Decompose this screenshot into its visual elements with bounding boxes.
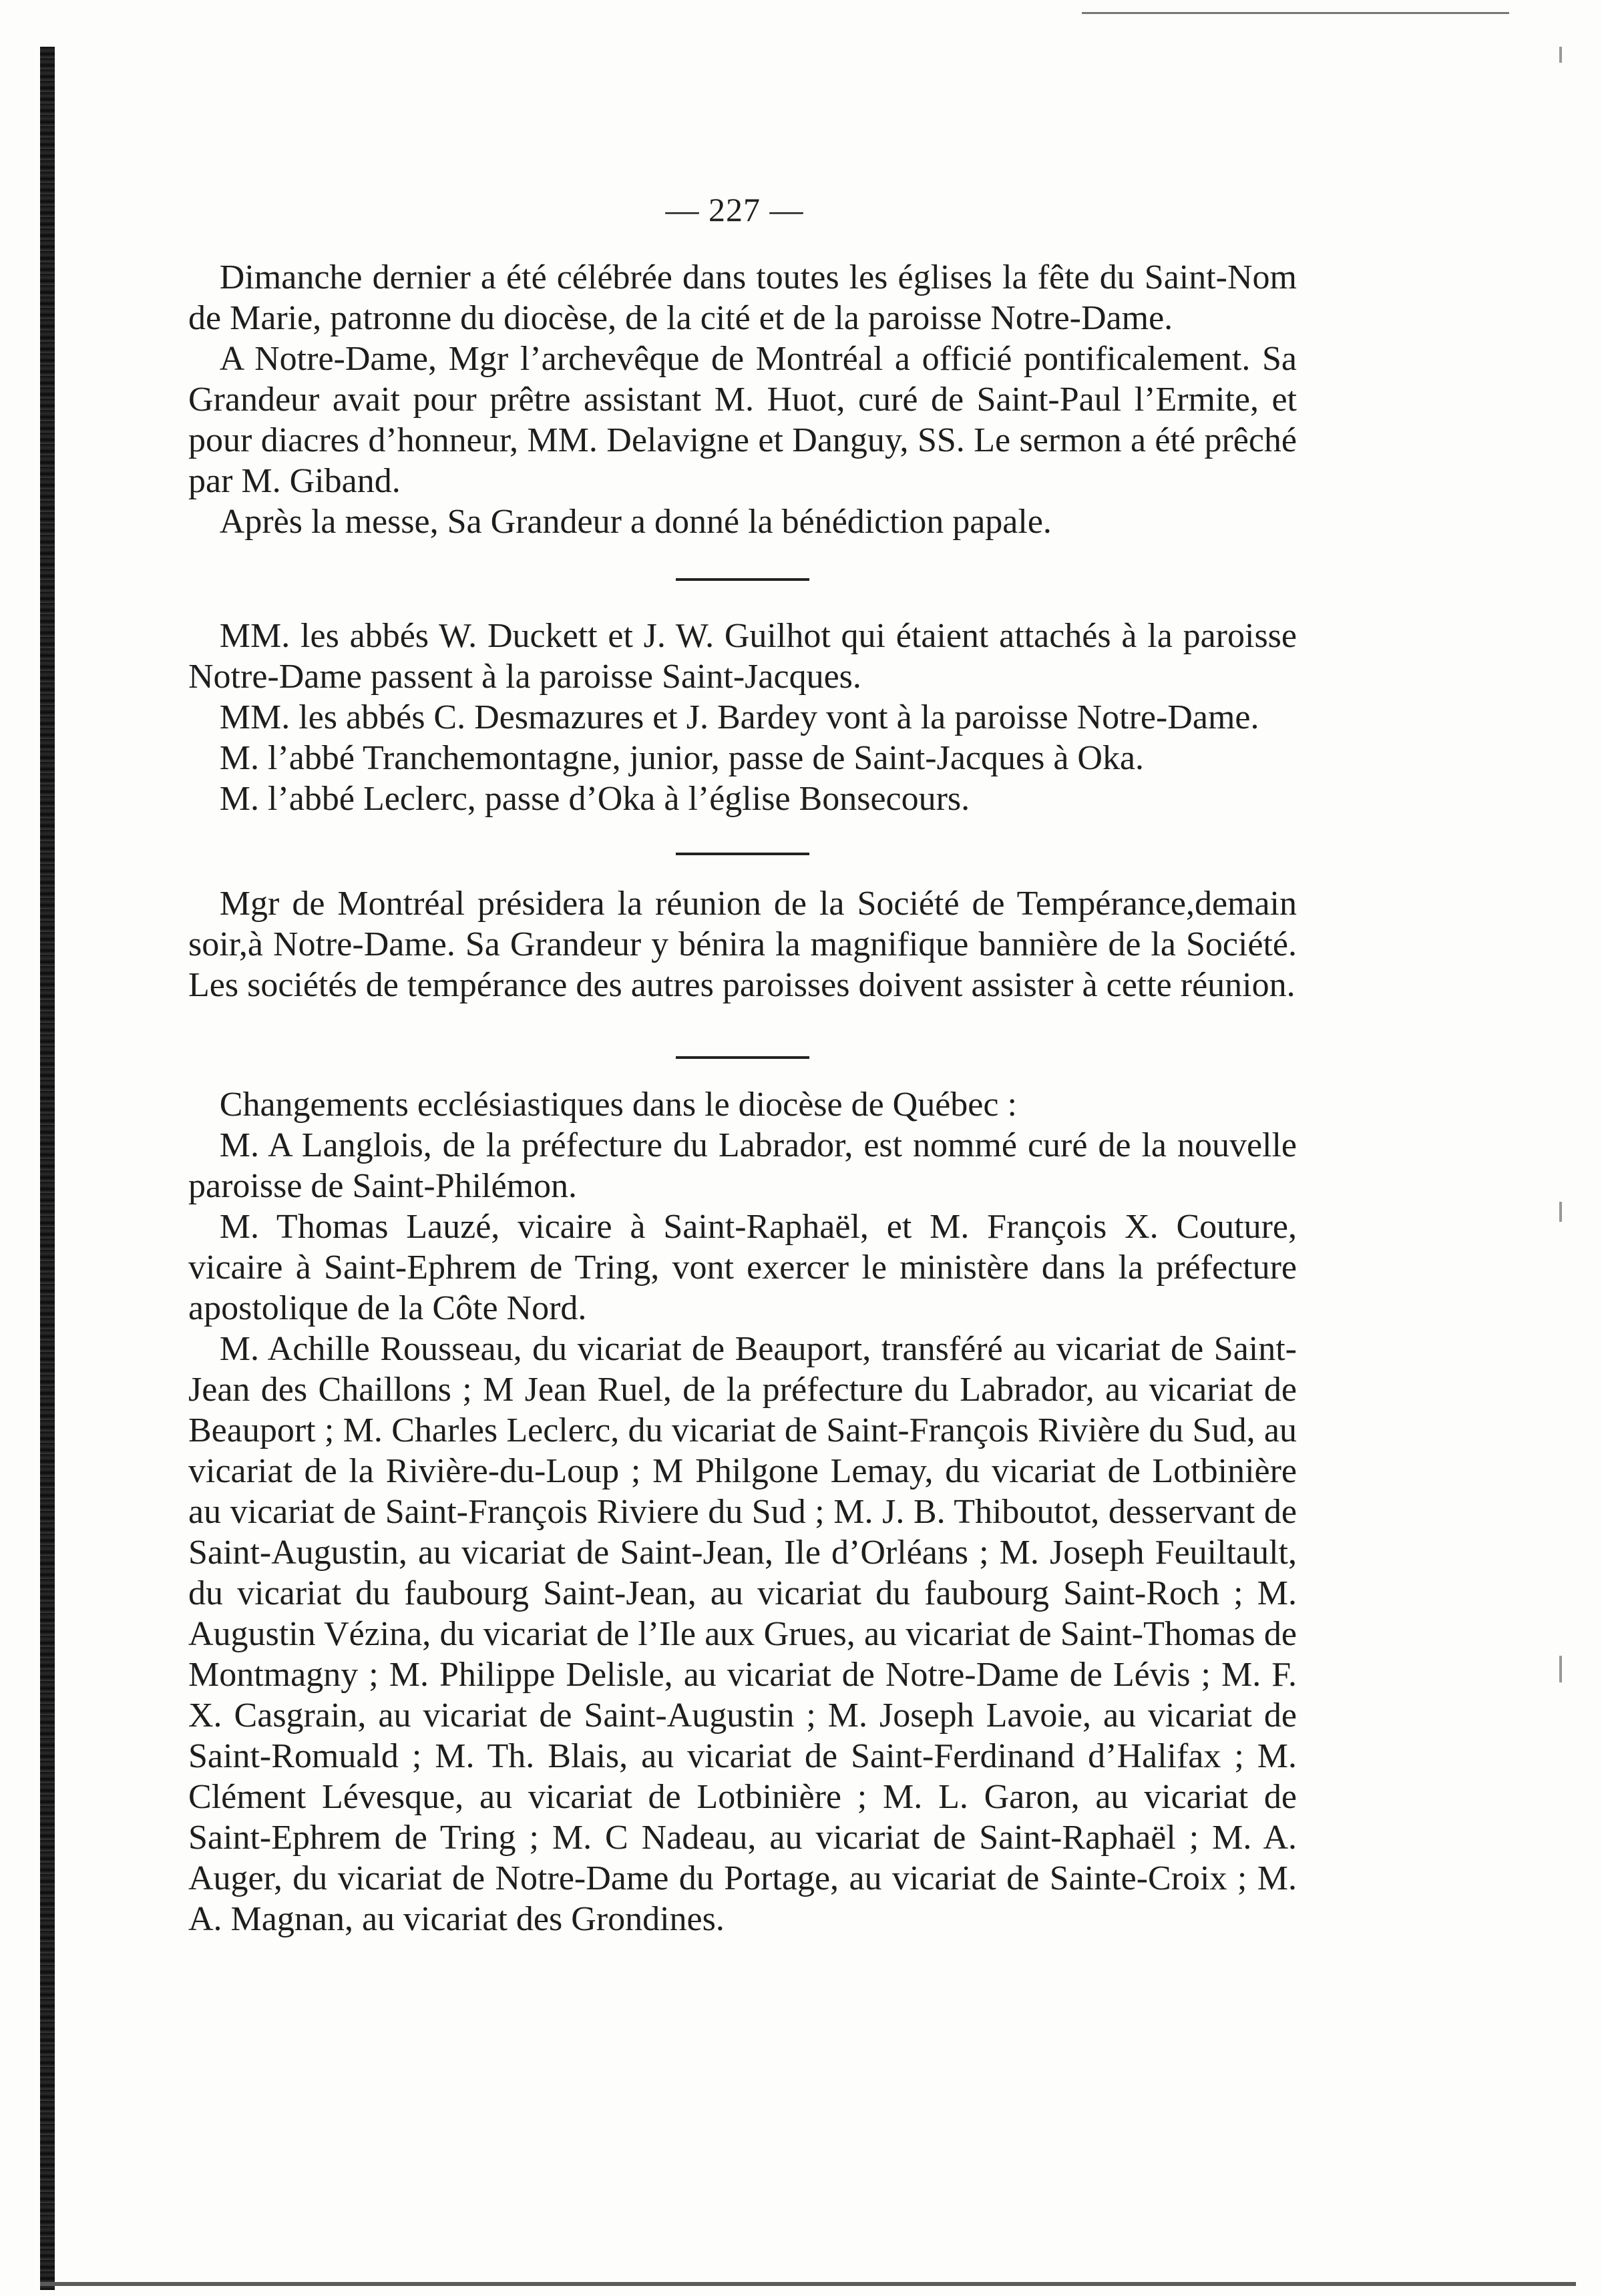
paragraph: M. A Langlois, de la préfecture du Labrador, est nommé curé de la nouvelle paroisse de Saint-Philémon. bbox=[188, 1126, 1297, 1205]
margin-speck bbox=[1559, 1656, 1562, 1682]
margin-speck bbox=[1559, 1202, 1562, 1222]
paragraph: M. l’abbé Leclerc, passe d’Oka à l’église Bonsecours. bbox=[219, 780, 970, 818]
margin-speck bbox=[1559, 47, 1562, 63]
section-separator bbox=[676, 1056, 809, 1059]
paragraph: Après la messe, Sa Grandeur a donné la bénédiction papale. bbox=[219, 503, 1052, 541]
paragraph: Mgr de Montréal présidera la réunion de la Société de Tempérance,demain soir,à Notre-Dame. Sa Grandeur y bénira la magnifique bannière de la Société. Les sociétés de tempérance des autres paroisses doivent assister à cette réunion. bbox=[188, 885, 1297, 1004]
page-body bbox=[188, 257, 1297, 1939]
paragraph: MM. les abbés W. Duckett et J. W. Guilhot qui étaient attachés à la paroisse Notre-Dame passent à la paroisse Saint-Jacques. bbox=[188, 617, 1297, 696]
page-bottom-edge bbox=[40, 2282, 1576, 2286]
section-separator bbox=[676, 853, 809, 855]
article-feast-saint-nom-de-marie bbox=[188, 257, 1297, 542]
paragraph: A Notre-Dame, Mgr l’archevêque de Montréal a officié pontificalement. Sa Grandeur avait pour prêtre assistant M. Huot, curé de Saint-Paul l’Ermite, et pour diacres d’honneur, MM. Delavigne et Danguy, SS. Le sermon a été prêché par M. Giband. bbox=[188, 340, 1297, 500]
article-quebec-diocese-changes bbox=[188, 1084, 1297, 1939]
top-edge-rule bbox=[1082, 12, 1509, 14]
paragraph: Dimanche dernier a été célébrée dans toutes les églises la fête du Saint-Nom de Marie, patronne du diocèse, de la cité et de la paroisse Notre-Dame. bbox=[188, 258, 1297, 337]
paragraph: M. l’abbé Tranchemontagne, junior, passe de Saint-Jacques à Oka. bbox=[219, 739, 1145, 777]
section-separator bbox=[676, 578, 809, 581]
article-clergy-transfers-montreal bbox=[188, 616, 1297, 819]
page-number: — 227 — bbox=[665, 191, 804, 228]
paragraph: Changements ecclésiastiques dans le diocèse de Québec : bbox=[219, 1086, 1017, 1124]
paragraph: M. Achille Rousseau, du vicariat de Beauport, transféré au vicariat de Saint-Jean des Chaillons ; M Jean Ruel, de la préfecture du Labrador, au vicariat de Beauport ; M. Charles Leclerc, du vicariat de Saint-François Rivière du Sud, au vicariat de la Rivière-du-Loup ; M Philgone Lemay, du vicariat de Lotbinière au vicariat de Saint-François Riviere du Sud ; M. J. B. Thiboutot, desservant de Saint-Augustin, au vicariat de Saint-Jean, Ile d’Orléans ; M. Joseph Feuiltault, du vicariat du faubourg Saint-Jean, au vicariat du faubourg Saint-Roch ; M. Augustin Vézina, du vicariat de l’Ile aux Grues, au vicariat de Saint-Thomas de Montmagny ; M. Philippe Delisle, au vicariat de Notre-Dame de Lévis ; M. F. X. Casgrain, au vicariat de Saint-Augustin ; M. Joseph Lavoie, au vicariat de Saint-Romuald ; M. Th. Blais, au vicariat de Saint-Ferdinand d’Halifax ; M. Clément Lévesque, au vicariat de Lotbinière ; M. L. Garon, au vicariat de Saint-Ephrem de Tring ; M. C Nadeau, au vicariat de Saint-Raphaël ; M. A. Auger, du vicariat de Notre-Dame du Portage, au vicariat de Sainte-Croix ; M. A. Magnan, au vicariat des Grondines. bbox=[188, 1330, 1297, 1938]
binding-edge bbox=[40, 47, 55, 2290]
article-temperance-society bbox=[188, 883, 1297, 1005]
paragraph: MM. les abbés C. Desmazures et J. Bardey vont à la paroisse Notre-Dame. bbox=[219, 698, 1259, 736]
paragraph: M. Thomas Lauzé, vicaire à Saint-Raphaël, et M. François X. Couture, vicaire à Saint-Ephrem de Tring, vont exercer le ministère dans la préfecture apostolique de la Côte Nord. bbox=[188, 1208, 1297, 1327]
